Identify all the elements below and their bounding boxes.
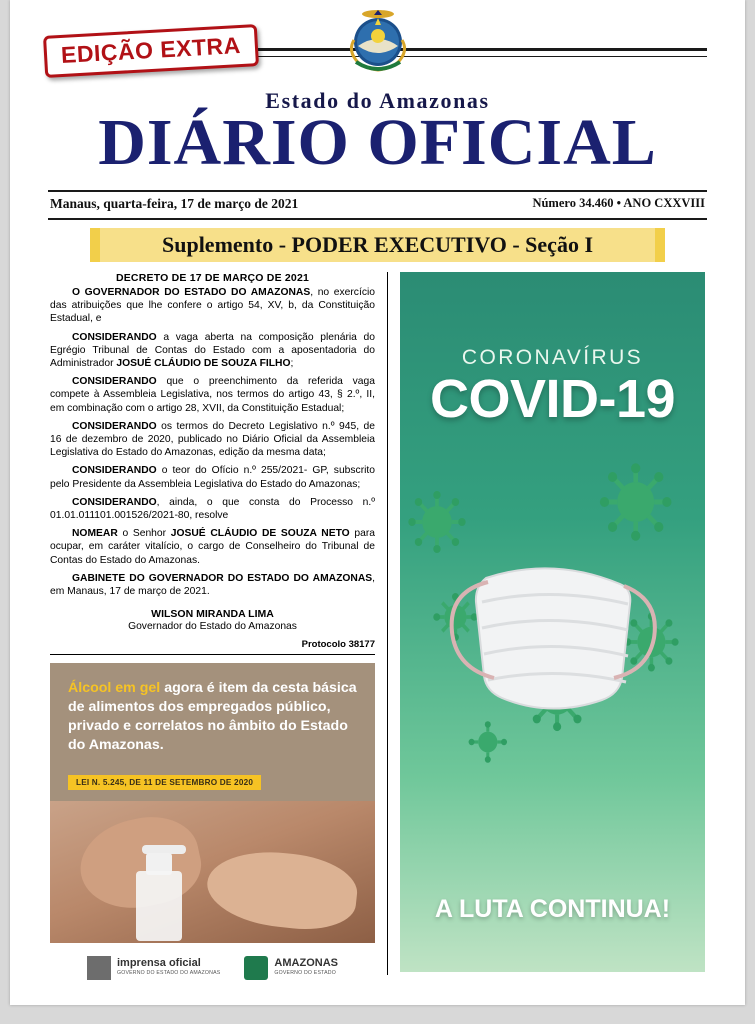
- surgical-mask-icon: [438, 542, 668, 732]
- ad-text: [68, 679, 357, 755]
- ad-text-rest: agora é item da cesta básica de alimentos dos empregados público, privado e correlatos no âmbito do Estado do Amazonas.: [68, 680, 357, 754]
- decree-paragraph: NOMEAR o Senhor JOSUÉ CLÁUDIO DE SOUZA NETO para ocupar, em caráter vitalício, o cargo de Conselheiro do Tribunal de Contas do Estado do Amazonas.: [50, 528, 375, 566]
- decree-paragraph: GABINETE DO GOVERNADOR DO ESTADO DO AMAZONAS, em Manaus, 17 de março de 2021.: [50, 572, 375, 598]
- covid-kicker: CORONAVÍRUS: [461, 346, 644, 369]
- ad-law-badge: LEI N. 5.245, DE 11 DE SETEMBRO DE 2020: [68, 775, 261, 790]
- section-banner: [90, 228, 665, 262]
- left-column: [50, 272, 375, 993]
- hand-right-shape: [204, 846, 361, 935]
- publication-date: Manaus, quarta-feira, 17 de março de 2021: [50, 196, 299, 211]
- amazonas-gov-mark-icon: [244, 956, 268, 980]
- amazonas-coat-of-arms-icon: [342, 6, 414, 80]
- dispenser-bottle-shape: [136, 871, 182, 941]
- covid-title: COVID-19: [429, 369, 676, 429]
- protocol-number: Protocolo 38177: [301, 639, 375, 651]
- decree-heading: DECRETO DE 17 DE MARÇO DE 2021: [115, 272, 310, 284]
- issue-number: Número 34.460 • ANO CXXVIII: [532, 196, 705, 210]
- decree-paragraph: CONSIDERANDO os termos do Decreto Legislativo n.º 945, de 16 de dezembro de 2020, publicado no Diário Oficial da Assembleia Legislativa do Estado do Amazonas, edição da mesma data;: [50, 420, 375, 459]
- estado-line: Estado do Amazonas: [265, 88, 490, 113]
- masthead-info-line: [50, 196, 705, 218]
- covid-campaign-panel: [400, 272, 705, 972]
- edicao-extra-label: EDIÇÃO EXTRA: [60, 32, 242, 68]
- signature-role: Governador do Estado do Amazonas: [128, 621, 297, 633]
- decree-paragraph: CONSIDERANDO o teor do Ofício n.º 255/2021- GP, subscrito pelo Presidente da Assembleia Legislativa do Estado do Amazonas;: [50, 465, 375, 490]
- ad-highlight: Álcool em gel: [68, 680, 161, 697]
- decree-paragraph: O GOVERNADOR DO ESTADO DO AMAZONAS, no exercício das atribuições que lhe confere o artigo 54, XV, b, da Constituição Estadual, e: [50, 287, 375, 325]
- right-column: [400, 272, 705, 972]
- section-rule: [50, 654, 375, 655]
- alcohol-gel-advertisement: [50, 663, 375, 993]
- decree-paragraph: CONSIDERANDO que o preenchimento da referida vaga compete à Assembleia Legislativa, nos termos do artigo 43, § 2.º, II, em combinação com o artigo 28, XVII, da Constituição Estadual;: [50, 376, 375, 414]
- masthead: [10, 0, 745, 211]
- signature-name: WILSON MIRANDA LIMA: [151, 608, 274, 621]
- section-banner-label: Suplemento - PODER EXECUTIVO - Seção I: [161, 232, 594, 257]
- masthead-rule-bottom: [48, 190, 707, 192]
- imprensa-oficial-sublabel: GOVERNO DO ESTADO DO AMAZONAS: [117, 970, 221, 977]
- amazonas-gov-logo: [244, 956, 338, 980]
- page-title: DIÁRIO OFICIAL: [98, 106, 657, 179]
- newspaper-page: [10, 0, 745, 1005]
- amazonas-gov-sublabel: GOVERNO DO ESTADO: [274, 970, 336, 977]
- imprensa-oficial-label: imprensa oficial: [117, 957, 201, 970]
- imprensa-oficial-mark-icon: [87, 956, 111, 980]
- covid-footer-slogan: A LUTA CONTINUA!: [434, 895, 671, 923]
- column-divider: [387, 272, 388, 975]
- content-columns: [50, 272, 705, 975]
- decree-paragraph: CONSIDERANDO a vaga aberta na composição plenária do Egrégio Tribunal de Contas do Estado com a aposentadoria do Administrador JOSUÉ CLÁUDIO DE SOUZA FILHO;: [50, 331, 375, 370]
- ad-footer-logos: [50, 943, 375, 993]
- amazonas-gov-label: AMAZONAS: [274, 957, 338, 970]
- ad-photo: [50, 801, 375, 943]
- imprensa-oficial-logo: [87, 956, 220, 980]
- masthead-rule-bottom-thin: [48, 218, 707, 220]
- edicao-extra-badge: [43, 24, 259, 78]
- decree-paragraph: CONSIDERANDO, ainda, o que consta do Processo n.º 01.01.011101.001526/2021-80, resolve: [50, 496, 375, 522]
